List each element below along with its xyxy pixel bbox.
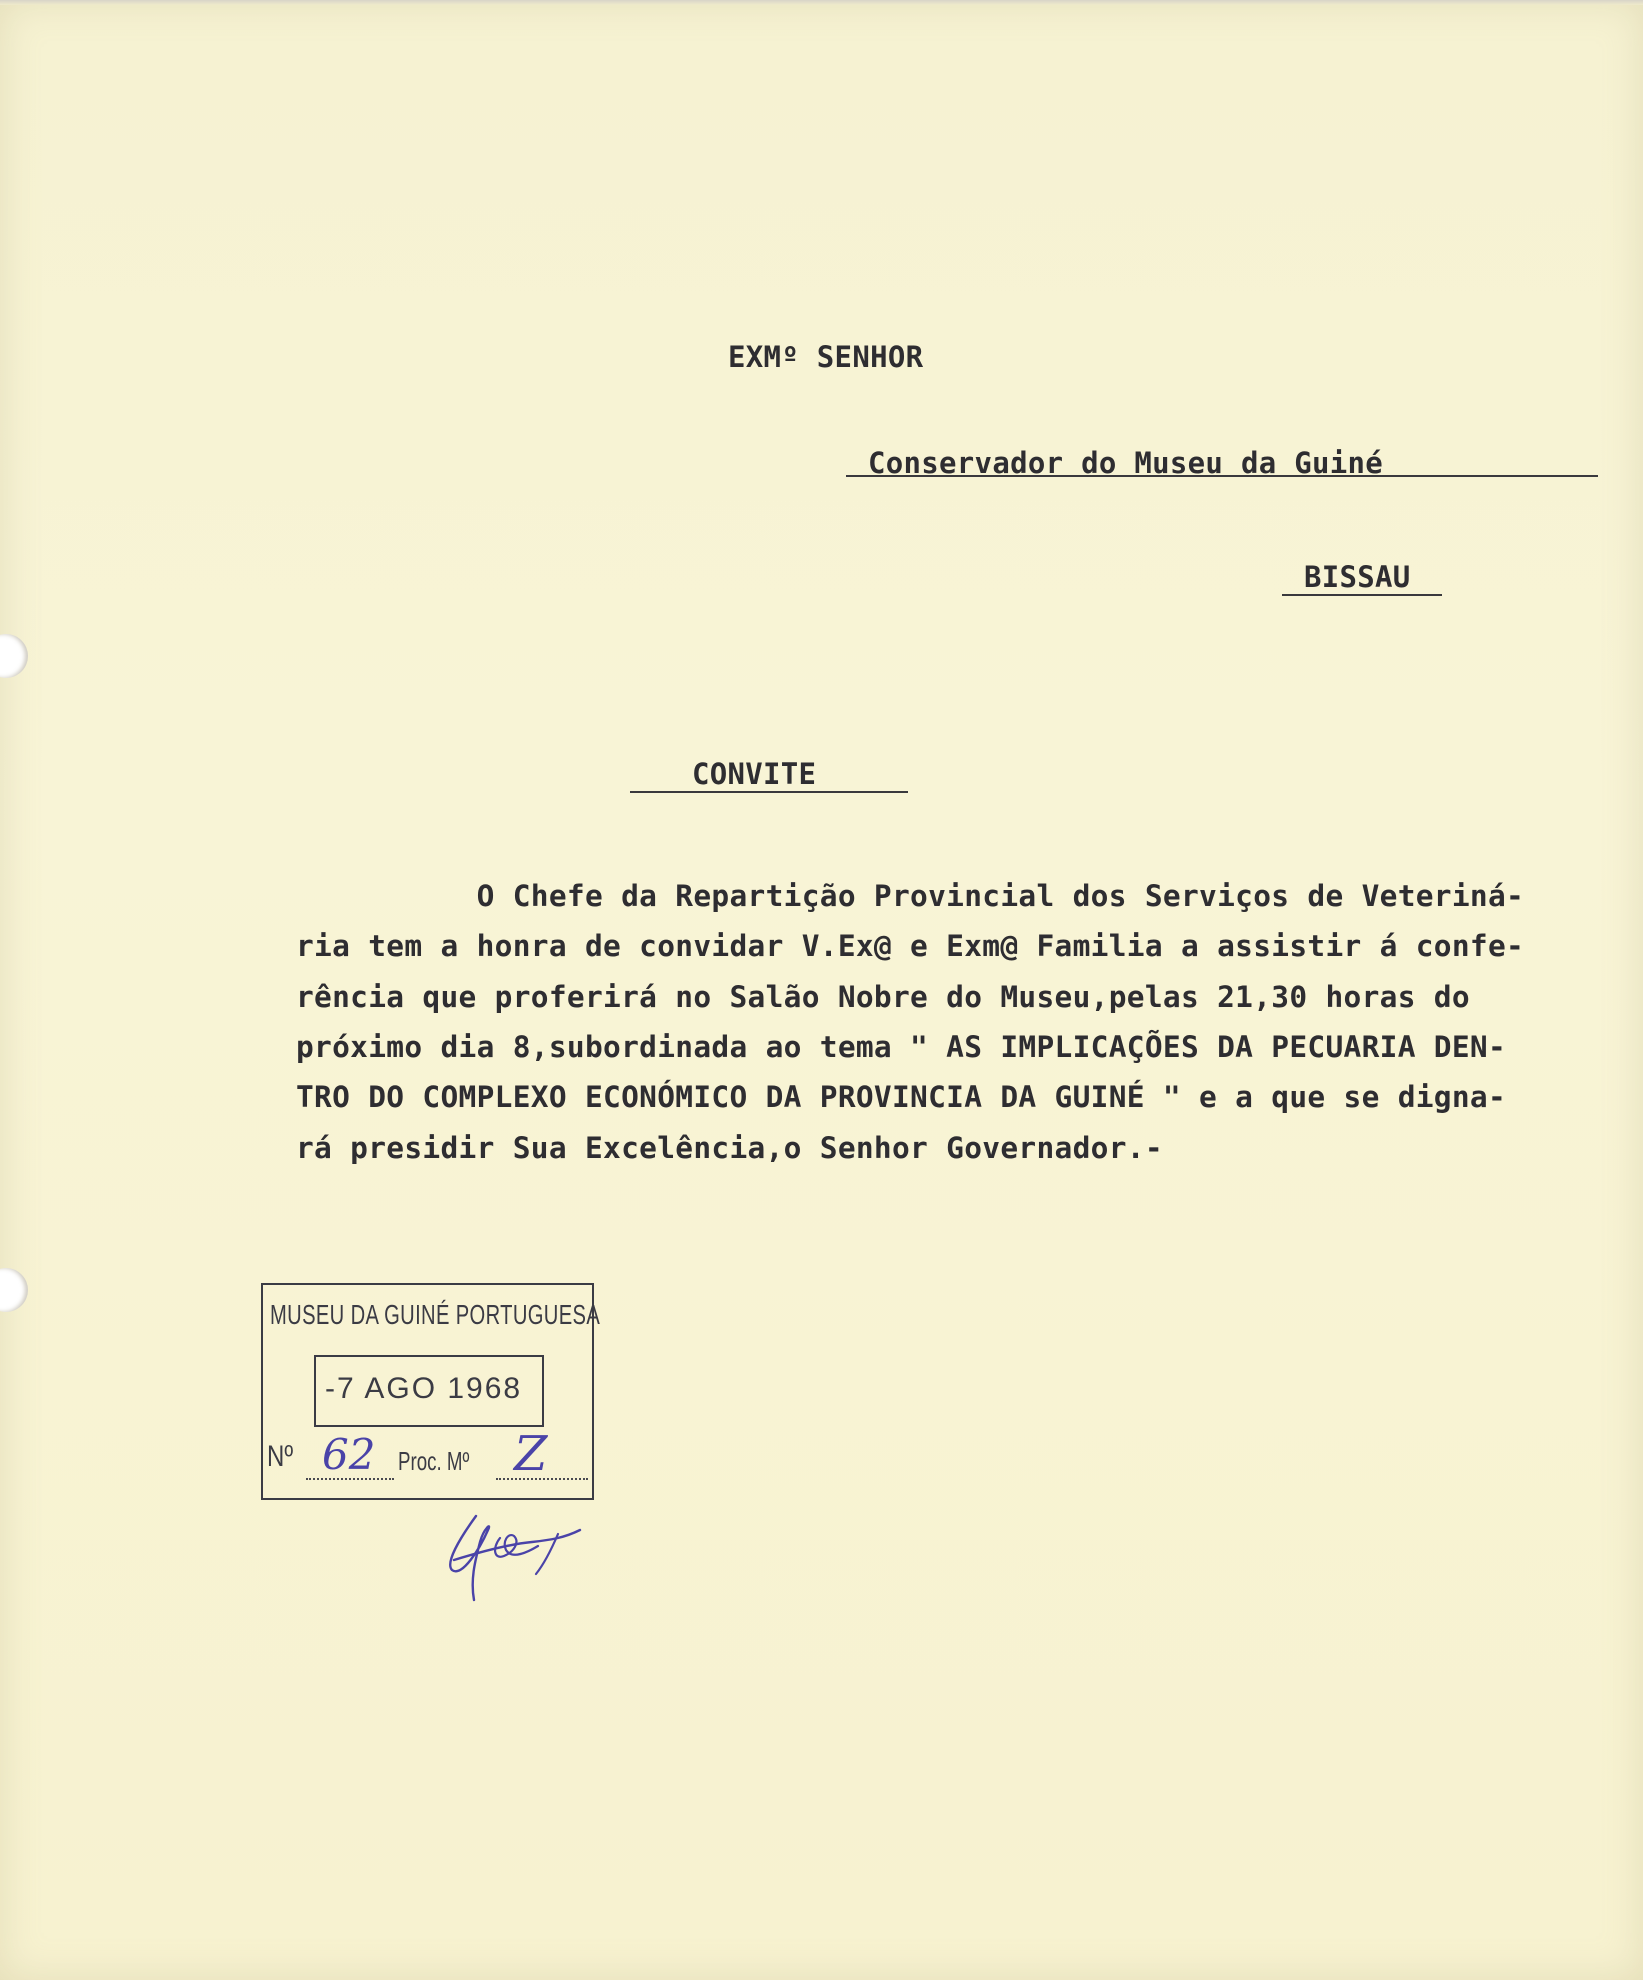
salutation: EXMº SENHOR	[728, 340, 924, 374]
stamp-proc-value: Z	[514, 1426, 548, 1482]
stamp-date: -7 AGO 1968	[325, 1372, 523, 1405]
body-line: próximo dia 8,subordinada ao tema " AS IMPLICAÇÕES DA PECUARIA DEN-	[296, 1030, 1507, 1064]
handwritten-signature	[440, 1508, 590, 1608]
stamp-proc-label: Proc. Mº	[398, 1446, 470, 1476]
punch-hole-top	[0, 634, 28, 678]
city-underline	[1282, 594, 1442, 596]
body-line: rência que proferirá no Salão Nobre do Museu,pelas 21,30 horas do	[296, 980, 1470, 1014]
body-line: O Chefe da Repartição Provincial dos Serviços de Veteriná-	[296, 879, 1525, 913]
body-line: ria tem a honra de convidar V.Ex@ e Exm@ Familia a assistir á confe-	[296, 929, 1525, 963]
heading: CONVITE	[692, 757, 817, 791]
paper-top-edge	[0, 0, 1643, 5]
addressee: Conservador do Museu da Guiné	[868, 446, 1384, 480]
heading-underline	[630, 791, 908, 793]
punch-hole-bottom	[0, 1268, 28, 1312]
city: BISSAU	[1304, 560, 1411, 594]
stamp-number-label: Nº	[267, 1440, 294, 1473]
addressee-underline	[846, 475, 1598, 477]
stamp-institution: MUSEU DA GUINÉ PORTUGUESA	[270, 1299, 601, 1330]
body-line: TRO DO COMPLEXO ECONÓMICO DA PROVINCIA DA GUINÉ " e a que se digna-	[296, 1080, 1507, 1114]
body-line: rá presidir Sua Excelência,o Senhor Governador.-	[296, 1131, 1163, 1165]
stamp-number-value: 62	[322, 1430, 376, 1479]
